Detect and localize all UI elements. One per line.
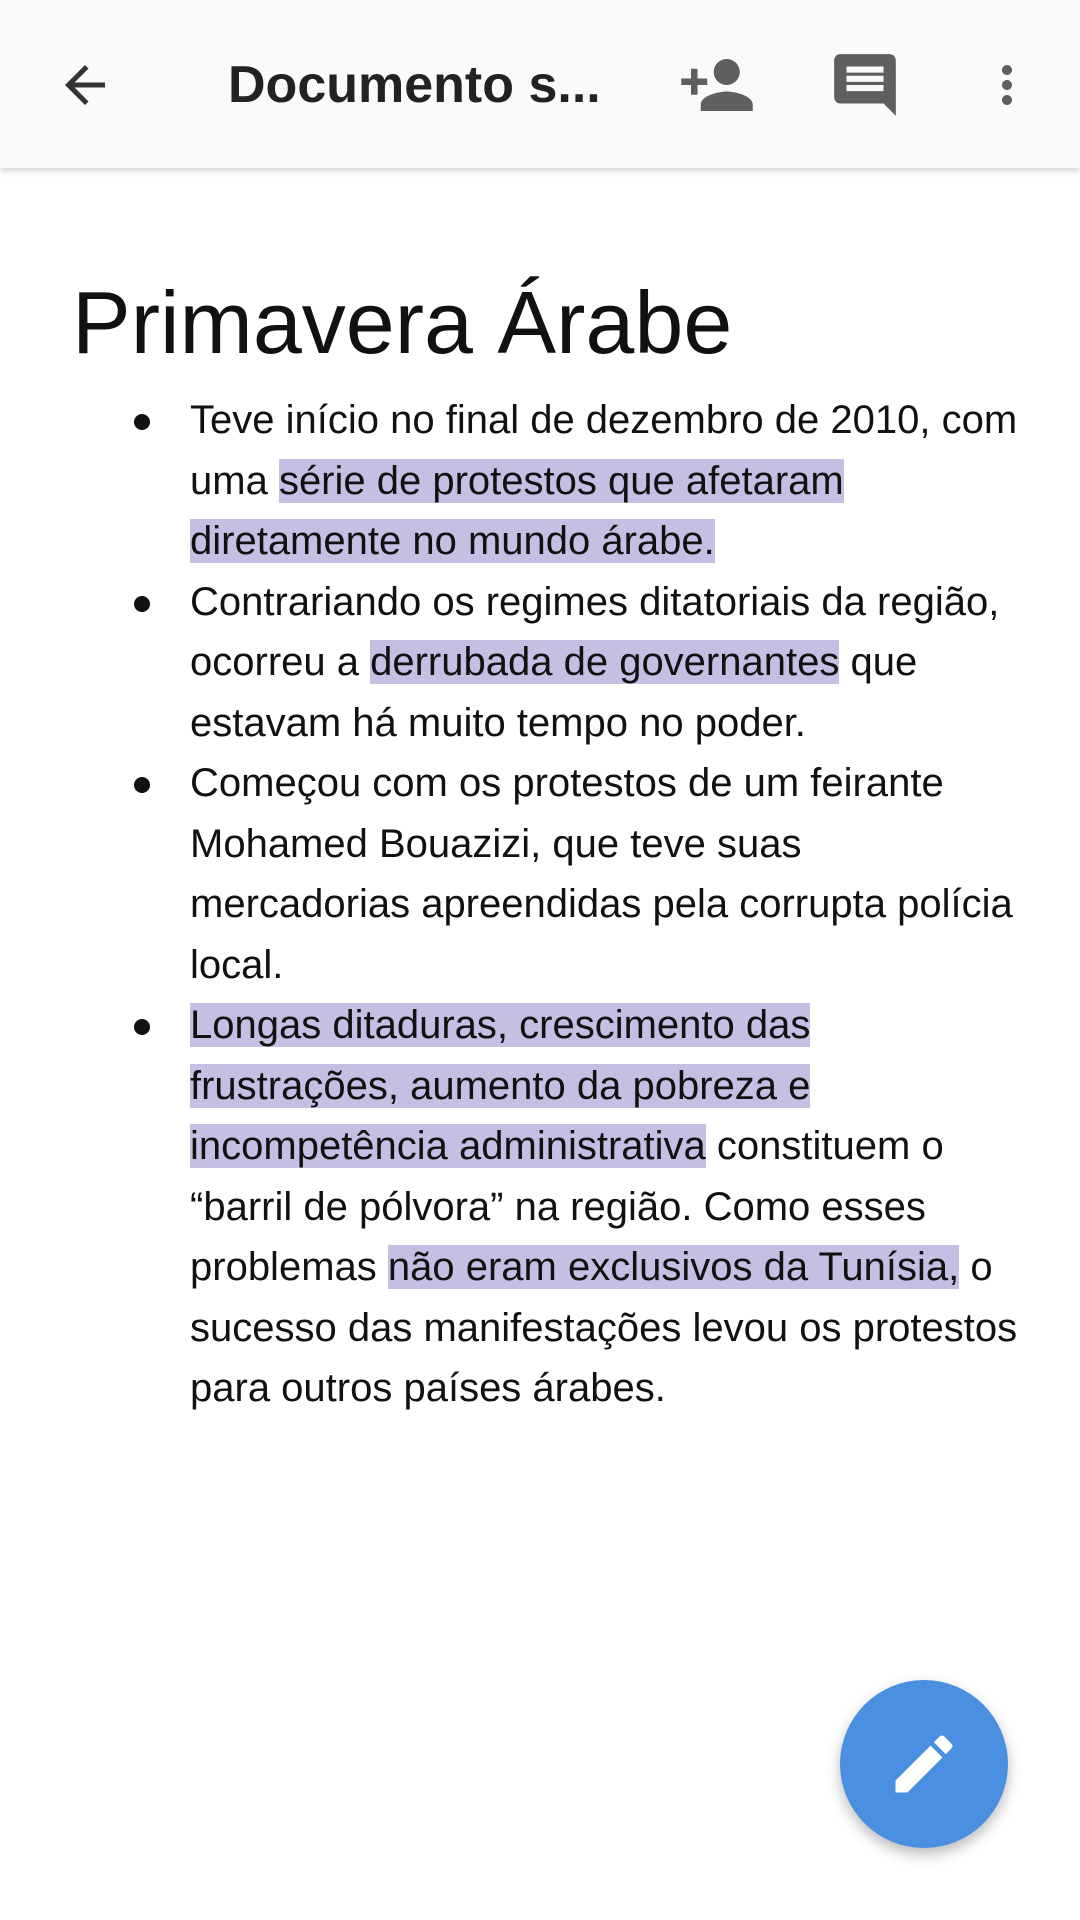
- bullet-list: [0, 390, 1080, 1419]
- share-button[interactable]: [662, 40, 772, 130]
- back-button[interactable]: [40, 40, 130, 130]
- arrow-back-icon: [55, 55, 115, 115]
- text-segment: Contrariando os regimes ditatoriais da região, ocorreu a: [190, 579, 1000, 684]
- bullet-item: [0, 753, 1020, 995]
- text-segment: o sucesso das manifestações levou os protestos para outros países árabes.: [190, 1245, 1018, 1410]
- bullet-item: [0, 995, 1020, 1419]
- document-title[interactable]: Documento s...: [228, 56, 601, 114]
- text-segment: Começou com os protestos de um feirante Mohamed Bouazizi, que teve suas mercadorias apreendidas pela corrupta polícia local.: [190, 761, 1013, 987]
- person-add-icon: [678, 46, 756, 124]
- comment-icon: [828, 48, 902, 122]
- text-segment: que estavam há muito tempo no poder.: [190, 640, 918, 745]
- bullet-dot: [134, 596, 150, 612]
- document-body[interactable]: [0, 168, 1080, 1920]
- bullet-dot: [134, 1019, 150, 1035]
- comments-button[interactable]: [810, 40, 920, 130]
- document-heading: Primavera Árabe: [72, 273, 733, 372]
- bullet-dot: [134, 414, 150, 430]
- bullet-item: [0, 390, 1020, 572]
- highlighted-text: Longas ditaduras, crescimento das frustrações, aumento da pobreza e incompetência administrativa: [190, 1003, 811, 1168]
- highlighted-text: derrubada de governantes: [370, 640, 840, 684]
- more-vert-icon: [977, 55, 1037, 115]
- edit-pencil-icon: [886, 1726, 962, 1802]
- text-segment: constituem o “barril de pólvora” na região. Como esses problemas: [190, 1124, 944, 1289]
- app-bar: [0, 0, 1080, 168]
- highlighted-text: não eram exclusivos da Tunísia,: [387, 1245, 960, 1289]
- bullet-item: [0, 572, 1020, 754]
- more-options-button[interactable]: [952, 40, 1062, 130]
- edit-fab-button[interactable]: [840, 1680, 1008, 1848]
- text-segment: Teve início no final de dezembro de 2010, com uma: [190, 398, 1018, 503]
- highlighted-text: série de protestos que afetaram diretamente no mundo árabe.: [190, 458, 844, 563]
- bullet-dot: [134, 777, 150, 793]
